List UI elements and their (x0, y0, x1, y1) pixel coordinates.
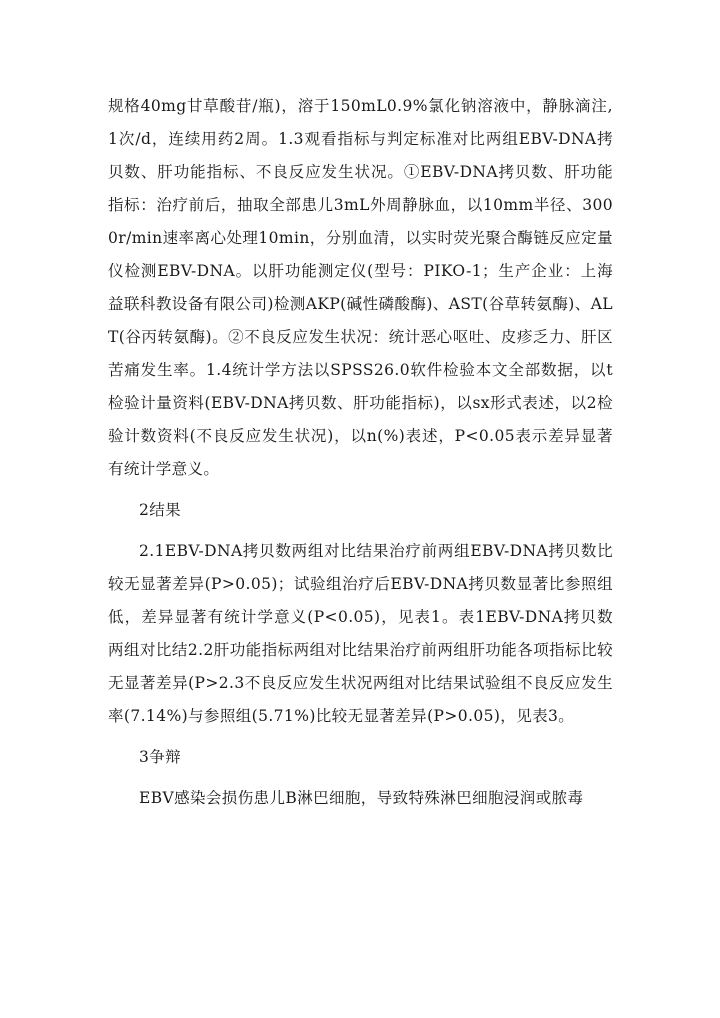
results-paragraph: 2.1EBV-DNA拷贝数两组对比结果治疗前两组EBV-DNA拷贝数比较无显著差异(P>0.05)；试验组治疗后EBV-DNA拷贝数显著比参照组低，差异显著有统计学意义(P<0.05)，见表1。表1EBV-DNA拷贝数两组对比结2.2肝功能指标两组对比结果治疗前两组肝功能各项指标比较无显著差异(P>2.3不良反应发生状况两组对比结果试验组不良反应发生率(7.14%)与参照组(5.71%)比较无显著差异(P>0.05)，见表3。 (108, 542, 613, 725)
discussion-paragraph: EBV感染会损伤患儿B淋巴细胞，导致特殊淋巴细胞浸润或脓毒 (139, 789, 584, 807)
document-body (108, 90, 613, 815)
methods-paragraph: 规格40mg甘草酸苷/瓶)，溶于150mL0.9%氯化钠溶液中，静脉滴注,1次/d，连续用药2周。1.3观看指标与判定标准对比两组EBV-DNA拷贝数、肝功能指标、不良反应发生状况。①EBV-DNA拷贝数、肝功能指标：治疗前后，抽取全部患儿3mL外周静脉血，以10mm半径、3000r/min速率离心处理10min，分别血清，以实时荧光聚合酶链反应定量仪检测EBV-DNA。以肝功能测定仪(型号：PIKO-1；生产企业：上海益联科教设备有限公司)检测AKP(碱性磷酸酶)、AST(谷草转氨酶)、ALT(谷丙转氨酶)。②不良反应发生状况：统计恶心呕吐、皮疹乏力、肝区苦痛发生率。1.4统计学方法以SPSS26.0软件检验本文全部数据，以t检验计量资料(EBV-DNA拷贝数、肝功能指标)，以sx形式表述，以2检验计数资料(不良反应发生状况)，以n(%)表述，P<0.05表示差异显著有统计学意义。 (108, 97, 613, 478)
section-heading-results: 2结果 (139, 501, 182, 519)
section-heading-discussion: 3争辩 (139, 748, 182, 766)
